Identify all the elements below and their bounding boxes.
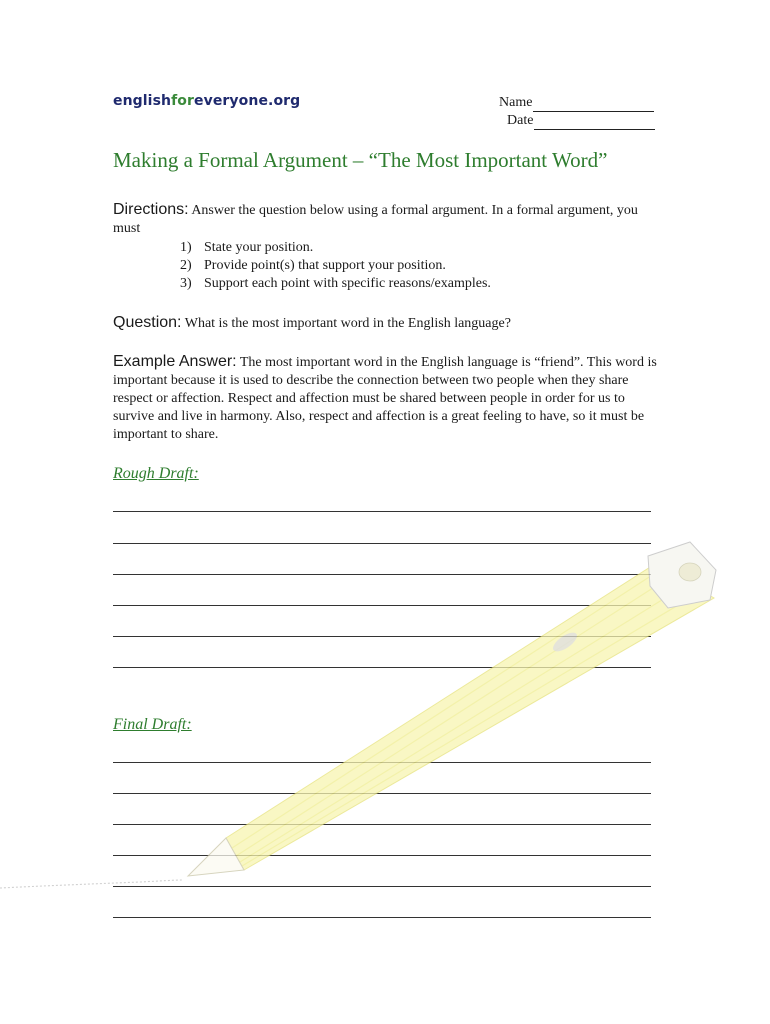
name-date-block — [499, 94, 655, 130]
example-lead: Example Answer: — [113, 353, 237, 370]
list-item — [180, 239, 491, 257]
rough-draft-writing-line[interactable] — [113, 574, 651, 575]
logo-text-everyone: everyone.org — [194, 93, 301, 109]
example-answer-paragraph — [113, 353, 658, 444]
page-title: Making a Formal Argument – “The Most Important Word” — [113, 148, 608, 172]
final-draft-writing-line[interactable] — [113, 917, 651, 918]
site-logo — [113, 93, 300, 109]
question-paragraph — [113, 314, 658, 333]
question-lead: Question: — [113, 314, 182, 331]
final-draft-writing-line[interactable] — [113, 762, 651, 763]
date-row — [499, 112, 655, 130]
name-blank-line[interactable] — [533, 97, 654, 112]
logo-text-english: english — [113, 93, 172, 109]
rough-draft-writing-line[interactable] — [113, 605, 651, 606]
directions-list — [180, 239, 491, 293]
rough-draft-writing-line[interactable] — [113, 511, 651, 512]
rough-draft-writing-line[interactable] — [113, 636, 651, 637]
date-label: Date — [507, 113, 534, 128]
rough-draft-heading: Rough Draft: — [113, 465, 199, 482]
final-draft-writing-line[interactable] — [113, 793, 651, 794]
directions-lead: Directions: — [113, 201, 189, 218]
final-draft-writing-line[interactable] — [113, 855, 651, 856]
list-item-text: Provide point(s) that support your position. — [204, 258, 446, 273]
rough-draft-writing-line[interactable] — [113, 543, 651, 544]
list-item — [180, 257, 491, 275]
logo-text-for: for — [171, 93, 195, 109]
final-draft-writing-line[interactable] — [113, 886, 651, 887]
list-item-number: 1) — [180, 240, 192, 255]
list-item — [180, 275, 491, 293]
example-text: The most important word in the English language is “friend”. This word is important because it is used to describe the connection between two people when they share respect or affection. Respect and affection must be shared between people in order for us to survive and live in harmony. Also, respect and affection is a great feeling to have, so it must be important to share. — [113, 355, 657, 442]
directions-text: Answer the question below using a formal argument. In a formal argument, you must — [113, 203, 638, 236]
final-draft-heading: Final Draft: — [113, 716, 192, 733]
list-item-number: 3) — [180, 276, 192, 291]
final-draft-writing-line[interactable] — [113, 824, 651, 825]
name-row — [499, 94, 655, 112]
date-blank-line[interactable] — [534, 115, 655, 130]
list-item-text: Support each point with specific reasons/examples. — [204, 276, 491, 291]
name-label: Name — [499, 95, 533, 110]
question-text: What is the most important word in the English language? — [184, 316, 511, 331]
list-item-text: State your position. — [204, 240, 314, 255]
rough-draft-writing-line[interactable] — [113, 667, 651, 668]
directions-paragraph — [113, 201, 658, 238]
list-item-number: 2) — [180, 258, 192, 273]
